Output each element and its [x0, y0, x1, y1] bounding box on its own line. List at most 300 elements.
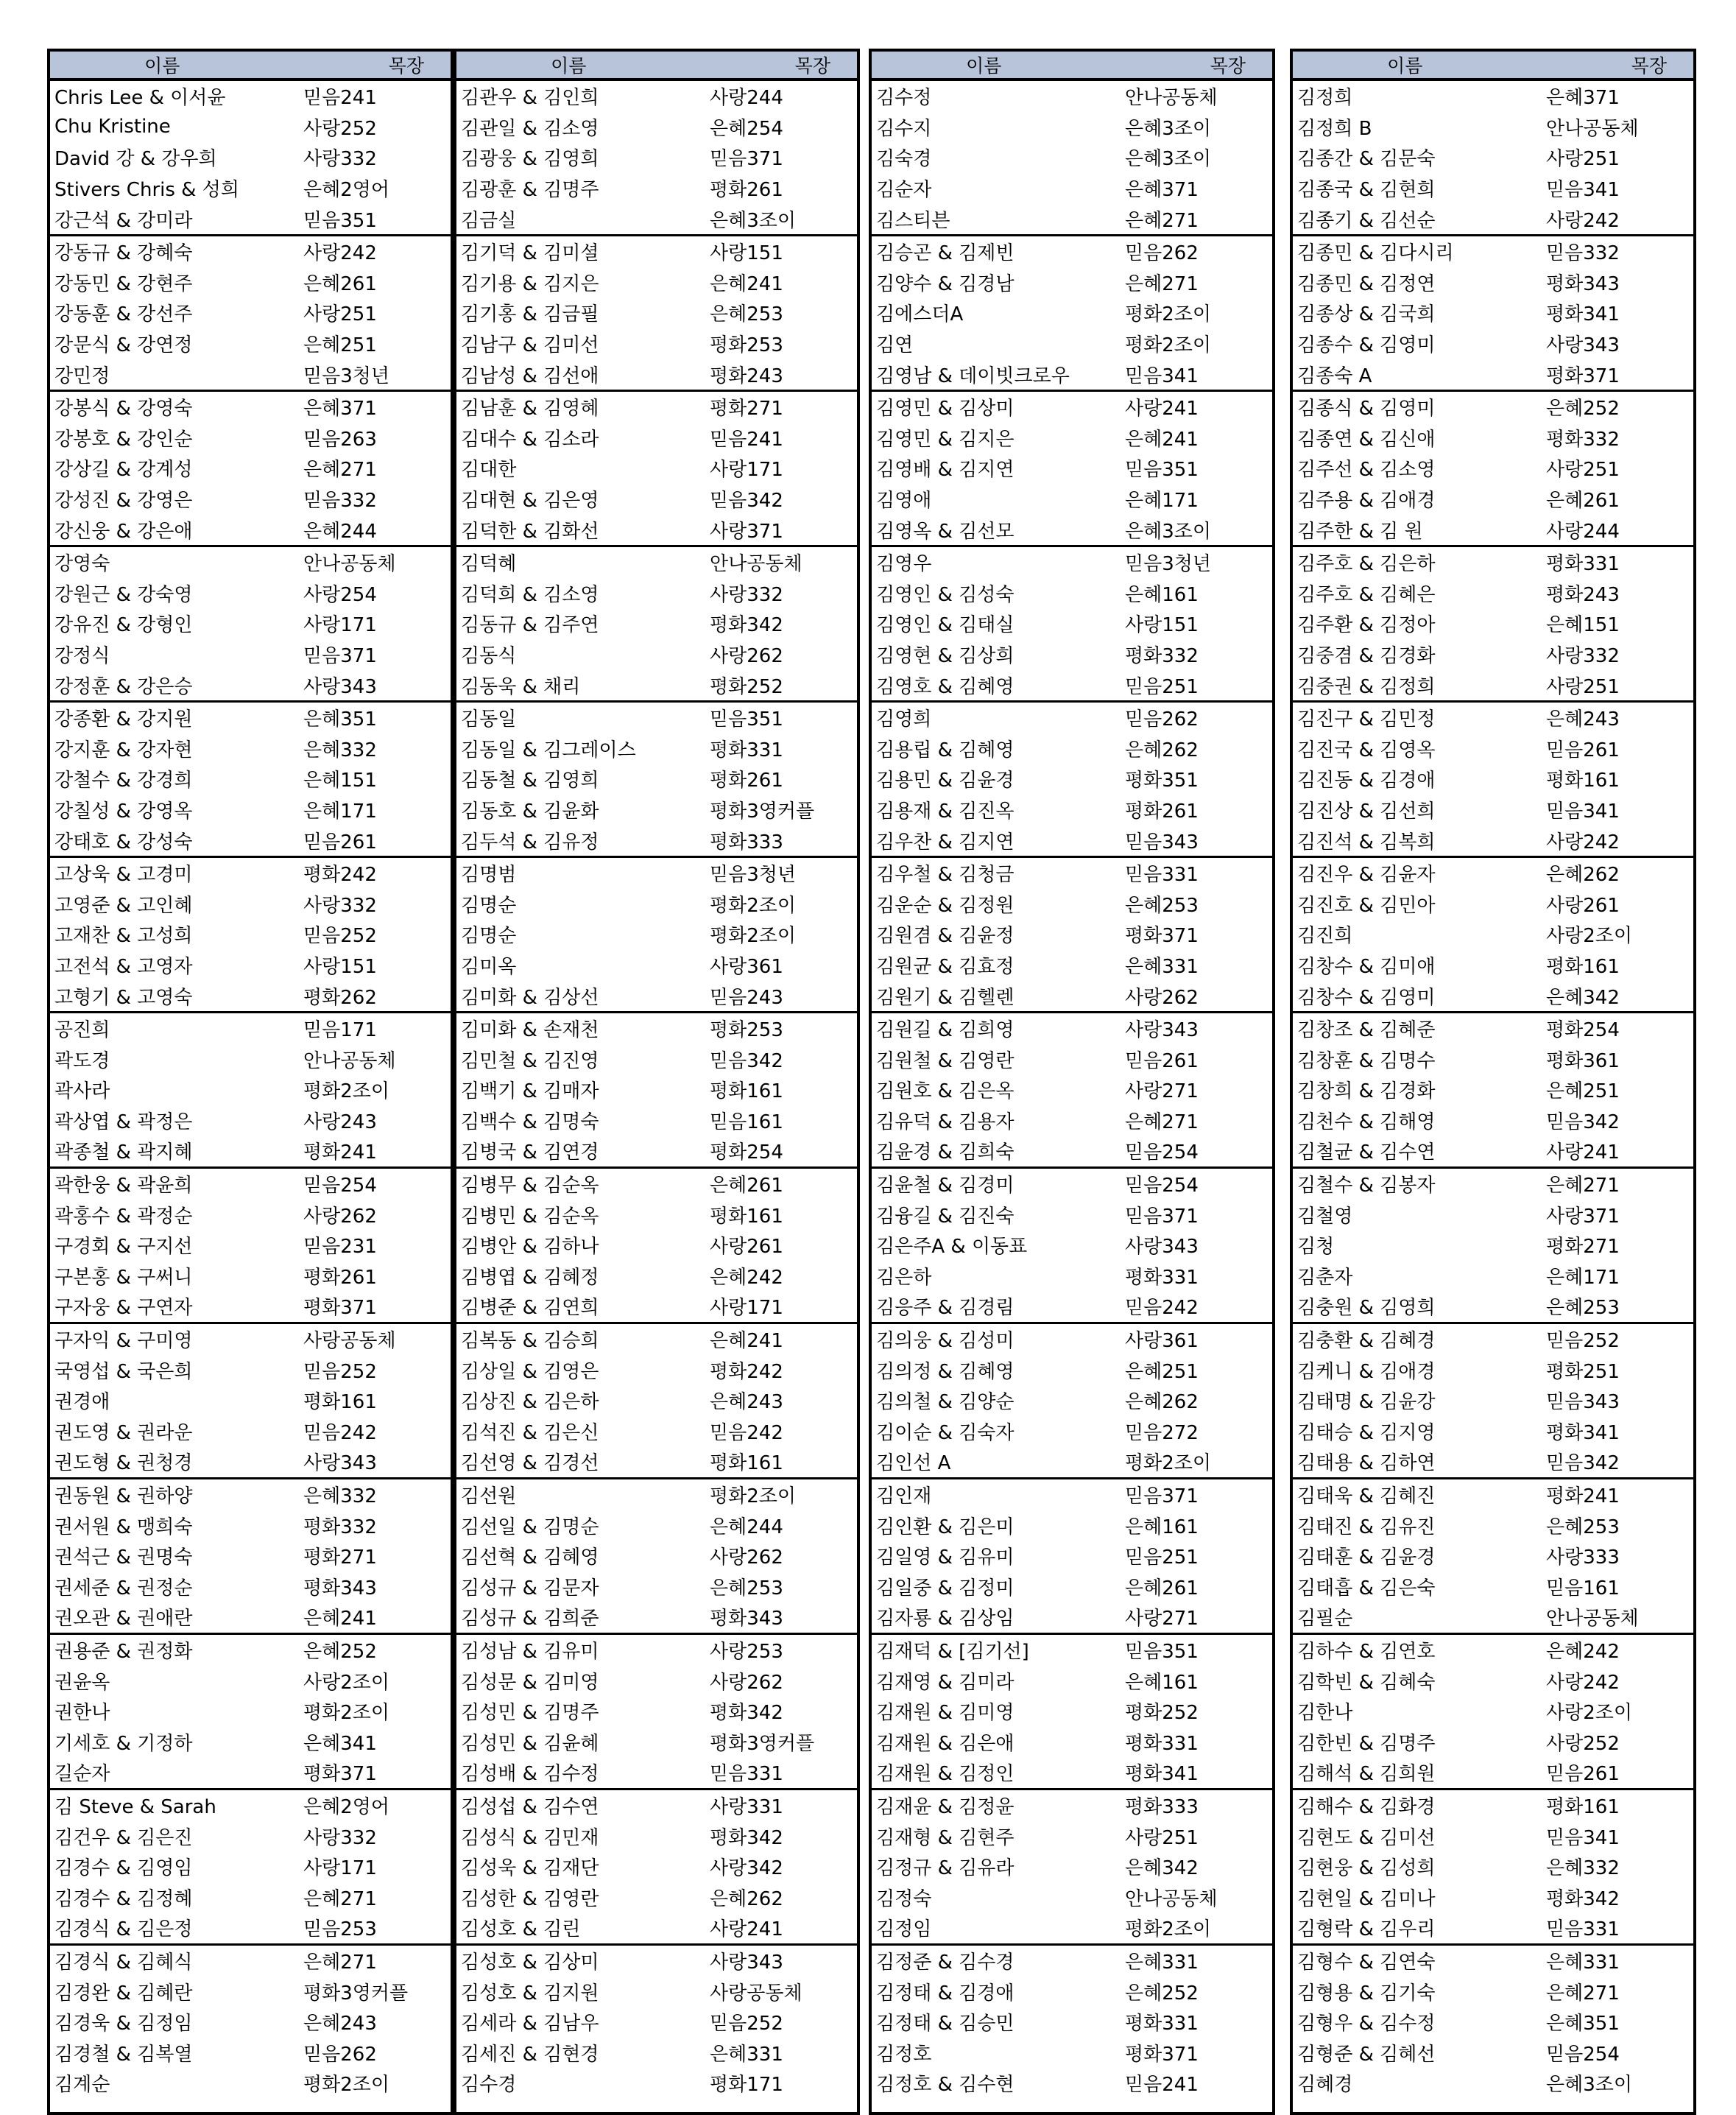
member-name: 곽상엽 & 곽정은: [54, 1111, 193, 1133]
table-row: [872, 858, 1272, 889]
mokjang-group: 사랑243: [303, 1111, 377, 1133]
table-row: [456, 1790, 857, 1821]
member-name: 공진희: [54, 1019, 110, 1042]
table-row: [50, 298, 451, 328]
table-row: [872, 1074, 1272, 1105]
member-name: 김태승 & 김지영: [1297, 1421, 1436, 1444]
table-row: [872, 1851, 1272, 1882]
mokjang-group: 은혜331: [710, 2043, 783, 2066]
mokjang-group: 사랑171: [710, 459, 783, 482]
table-row: [50, 795, 451, 826]
mokjang-group: 은혜253: [1546, 1516, 1620, 1538]
mokjang-group: 믿음3청년: [303, 365, 390, 387]
mokjang-group: 믿음242: [710, 1421, 783, 1444]
mokjang-group: 사랑251: [1546, 459, 1620, 482]
row-group: [50, 236, 451, 392]
mokjang-group: 사랑343: [1546, 334, 1620, 357]
table-row: [1293, 484, 1693, 515]
table-row: [872, 1541, 1272, 1572]
table-row: [50, 359, 451, 390]
table-row: [456, 236, 857, 267]
member-name: 강영숙: [54, 553, 110, 576]
table-row: [1293, 1013, 1693, 1044]
mokjang-group: 사랑151: [303, 955, 377, 978]
mokjang-group: 은혜271: [303, 1887, 377, 1910]
member-name: 권도형 & 권청경: [54, 1452, 193, 1475]
table-row: [1293, 1790, 1693, 1821]
member-name: 김재형 & 김현주: [876, 1826, 1015, 1849]
header-group-label: 목장: [1631, 55, 1667, 77]
table-row: [50, 1726, 451, 1757]
mokjang-group: 믿음261: [303, 831, 377, 854]
member-name: 권윤옥: [54, 1671, 110, 1694]
row-group: [50, 1479, 451, 1635]
table-row: [456, 1820, 857, 1851]
mokjang-group: 평화254: [1546, 1019, 1620, 1042]
member-name: 김창조 & 김혜준: [1297, 1019, 1436, 1042]
row-group: [456, 703, 857, 858]
table-row: [456, 2037, 857, 2068]
member-name: 김영민 & 김상미: [876, 398, 1015, 420]
table-row: [50, 733, 451, 764]
mokjang-group: 평화161: [1546, 1795, 1620, 1818]
member-name: 고상욱 & 고경미: [54, 864, 193, 887]
member-name: 김재원 & 김정인: [876, 1763, 1015, 1786]
mokjang-group: 은혜253: [1125, 894, 1199, 917]
mokjang-group: 평화2조이: [303, 1702, 390, 1725]
table-row: [872, 795, 1272, 826]
member-name: 김병무 & 김순옥: [461, 1175, 599, 1197]
member-name: 김영남 & 데이빗크로우: [876, 365, 1070, 387]
table-row: [1293, 733, 1693, 764]
table-row: [50, 950, 451, 981]
mokjang-group: 믿음241: [303, 87, 377, 110]
mokjang-group: 믿음261: [1546, 739, 1620, 761]
member-name: 김주호 & 김은하: [1297, 553, 1436, 576]
mokjang-group: 평화371: [303, 1297, 377, 1320]
mokjang-group: 믿음3청년: [1125, 553, 1212, 576]
table-row: [50, 980, 451, 1011]
table-row: [1293, 1199, 1693, 1230]
mokjang-group: 사랑252: [1546, 1732, 1620, 1755]
table-row: [456, 1261, 857, 1292]
mokjang-group: 평화333: [1125, 1795, 1199, 1818]
table-row: [872, 1665, 1272, 1696]
row-group: [1293, 1324, 1693, 1479]
member-name: 김종숙 A: [1297, 365, 1372, 387]
table-row: [456, 1074, 857, 1105]
table-row: [456, 453, 857, 484]
table-row: [50, 1385, 451, 1416]
mokjang-group: 은혜244: [303, 520, 377, 543]
mokjang-group: 사랑251: [303, 303, 377, 326]
member-name: 김창희 & 김경화: [1297, 1080, 1436, 1103]
table-row: [456, 858, 857, 889]
member-name: 김형수 & 김연숙: [1297, 1951, 1436, 1974]
mokjang-group: 평화331: [1546, 553, 1620, 576]
table-row: [50, 1169, 451, 1200]
member-name: 김창훈 & 김명수: [1297, 1049, 1436, 1072]
member-name: 김원기 & 김헬렌: [876, 986, 1015, 1009]
table-row: [456, 328, 857, 359]
member-name: 김철수 & 김봉자: [1297, 1175, 1436, 1197]
table-row: [872, 1044, 1272, 1074]
table-row: [872, 298, 1272, 328]
mokjang-group: 은혜252: [1125, 1982, 1199, 2005]
mokjang-group: 믿음161: [1546, 1577, 1620, 1600]
member-name: 김대현 & 김은영: [461, 490, 599, 513]
member-name: 김병준 & 김연희: [461, 1297, 599, 1320]
mokjang-group: 은혜331: [1125, 955, 1199, 978]
table-row: [1293, 298, 1693, 328]
mokjang-group: 사랑371: [1546, 1205, 1620, 1228]
mokjang-group: 평화371: [1125, 925, 1199, 948]
member-name: 김경완 & 김혜란: [54, 1982, 193, 2005]
mokjang-group: 은혜2영어: [303, 1795, 390, 1818]
member-name: 김두석 & 김유정: [461, 831, 599, 854]
mokjang-group: 믿음371: [1125, 1205, 1199, 1228]
member-name: 김미옥: [461, 955, 517, 978]
table-row: [1293, 453, 1693, 484]
member-name: 김동일: [461, 708, 517, 731]
mokjang-group: 사랑343: [1125, 1236, 1199, 1259]
mokjang-group: 은혜261: [710, 1175, 783, 1197]
mokjang-group: 평화2조이: [710, 925, 797, 948]
row-group: [1293, 547, 1693, 703]
table-row: [456, 112, 857, 143]
mokjang-group: 은혜242: [710, 1266, 783, 1289]
mokjang-group: 믿음254: [1125, 1175, 1199, 1197]
member-name: 김일중 & 김정미: [876, 1577, 1015, 1600]
table-row: [872, 950, 1272, 981]
table-row: [456, 1385, 857, 1416]
table-row: [872, 547, 1272, 578]
mokjang-group: 사랑262: [710, 1671, 783, 1694]
row-group: [872, 1790, 1272, 1946]
table-row: [872, 733, 1272, 764]
member-name: 국영섭 & 국은희: [54, 1360, 193, 1383]
mokjang-group: 은혜332: [303, 739, 377, 761]
table-row: [456, 1946, 857, 1977]
table-row: [50, 1074, 451, 1105]
member-name: 김석진 & 김은신: [461, 1421, 599, 1444]
member-name: 김진우 & 김윤자: [1297, 864, 1436, 887]
table-row: [50, 1324, 451, 1355]
table-row: [872, 1385, 1272, 1416]
table-row: [50, 1757, 451, 1788]
member-name: 김미화 & 김상선: [461, 986, 599, 1009]
table-row: [50, 1602, 451, 1633]
mokjang-group: 사랑332: [1546, 644, 1620, 667]
column-header: [1293, 52, 1693, 81]
mokjang-group: 은혜351: [303, 708, 377, 731]
mokjang-group: 사랑332: [710, 583, 783, 606]
table-row: [50, 1882, 451, 1912]
mokjang-group: 사랑262: [303, 1205, 377, 1228]
mokjang-group: 은혜341: [303, 1732, 377, 1755]
mokjang-group: 믿음332: [1546, 242, 1620, 265]
table-row: [1293, 203, 1693, 234]
member-name: 김상일 & 김영은: [461, 1360, 599, 1383]
table-row: [1293, 608, 1693, 639]
table-row: [456, 1230, 857, 1261]
table-row: [50, 392, 451, 423]
member-name: 김필순: [1297, 1608, 1353, 1630]
mokjang-group: 사랑공동체: [710, 1982, 802, 2005]
table-row: [456, 1882, 857, 1912]
mokjang-group: 평화332: [303, 1516, 377, 1538]
row-group: [50, 1324, 451, 1479]
mokjang-group: 안나공동체: [710, 553, 802, 576]
member-name: 권용준 & 권정화: [54, 1640, 193, 1663]
row-group: [456, 1946, 857, 2099]
table-row: [456, 2007, 857, 2038]
mokjang-group: 평화271: [710, 398, 783, 420]
mokjang-group: 평화2조이: [303, 1080, 390, 1103]
mokjang-group: 믿음262: [1125, 242, 1199, 265]
mokjang-group: 사랑262: [710, 644, 783, 667]
member-name: 김응주 & 김경림: [876, 1297, 1015, 1320]
member-name: 김형락 & 김우리: [1297, 1918, 1436, 1941]
table-row: [1293, 578, 1693, 609]
table-row: [1293, 1851, 1693, 1882]
mokjang-group: 은혜371: [303, 398, 377, 420]
mokjang-group: 은혜241: [1125, 428, 1199, 451]
table-row: [456, 1912, 857, 1943]
mokjang-group: 사랑332: [303, 894, 377, 917]
row-group: [50, 547, 451, 703]
mokjang-group: 사랑361: [1125, 1330, 1199, 1353]
table-row: [1293, 1169, 1693, 1200]
mokjang-group: 믿음262: [1125, 708, 1199, 731]
mokjang-group: 믿음243: [710, 986, 783, 1009]
row-group: [1293, 1790, 1693, 1946]
member-name: 김하수 & 김연호: [1297, 1640, 1436, 1663]
member-name: 김일영 & 김유미: [876, 1546, 1015, 1569]
member-name: 김태진 & 김유진: [1297, 1516, 1436, 1538]
mokjang-group: 은혜253: [1546, 1297, 1620, 1320]
mokjang-group: 은혜171: [1546, 1266, 1620, 1289]
table-row: [456, 81, 857, 112]
table-row: [50, 1416, 451, 1447]
row-group: [456, 547, 857, 703]
table-row: [1293, 1324, 1693, 1355]
row-group: [872, 858, 1272, 1013]
table-row: [456, 1726, 857, 1757]
table-row: [50, 1199, 451, 1230]
mokjang-group: 평화243: [1546, 583, 1620, 606]
member-name: 김경식 & 김은정: [54, 1918, 193, 1941]
mokjang-group: 믿음261: [1125, 1049, 1199, 1072]
member-name: 김의웅 & 김성미: [876, 1330, 1015, 1353]
table-row: [1293, 1291, 1693, 1322]
member-name: 김원균 & 김효정: [876, 955, 1015, 978]
mokjang-group: 은혜243: [1546, 708, 1620, 731]
member-name: 김원호 & 김은옥: [876, 1080, 1015, 1103]
mokjang-group: 믿음242: [1125, 1297, 1199, 1320]
mokjang-group: 은혜171: [303, 800, 377, 823]
row-group: [456, 858, 857, 1013]
mokjang-group: 믿음351: [1125, 1640, 1199, 1663]
table-row: [50, 669, 451, 700]
mokjang-group: 믿음343: [1125, 831, 1199, 854]
mokjang-group: 평화3영커플: [710, 800, 815, 823]
member-name: 김영우: [876, 553, 932, 576]
row-group: [1293, 1169, 1693, 1324]
mokjang-group: 사랑343: [303, 675, 377, 698]
member-name: 김선혁 & 김혜영: [461, 1546, 599, 1569]
mokjang-group: 은혜262: [1125, 739, 1199, 761]
table-row: [50, 1912, 451, 1943]
table-row: [50, 1976, 451, 2007]
member-name: 김스티븐: [876, 209, 950, 232]
mokjang-group: 은혜262: [1125, 1391, 1199, 1414]
member-name: 김해수 & 김화경: [1297, 1795, 1436, 1818]
member-name: 김정호 & 김수현: [876, 2074, 1015, 2097]
mokjang-group: 평화161: [1546, 955, 1620, 978]
member-name: 강동민 & 강현주: [54, 272, 193, 295]
member-name: 강유진 & 강형인: [54, 614, 193, 637]
member-name: 강상길 & 강계성: [54, 459, 193, 482]
mokjang-group: 믿음254: [1546, 2043, 1620, 2066]
member-name: 김금실: [461, 209, 517, 232]
mokjang-group: 믿음342: [710, 490, 783, 513]
mokjang-group: 은혜271: [1546, 1175, 1620, 1197]
table-row: [456, 173, 857, 204]
member-name: 김병안 & 김하나: [461, 1236, 599, 1259]
roster-column-1: [47, 49, 454, 2115]
header-name-label: 이름: [966, 55, 1002, 77]
mokjang-group: 사랑261: [710, 1236, 783, 1259]
mokjang-group: 은혜252: [303, 1640, 377, 1663]
mokjang-group: 믿음252: [303, 1360, 377, 1383]
member-name: 김성배 & 김수정: [461, 1763, 599, 1786]
member-name: 곽홍수 & 곽정순: [54, 1205, 193, 1228]
mokjang-group: 평화342: [710, 1702, 783, 1725]
table-row: [50, 703, 451, 733]
mokjang-group: 평화331: [1125, 2013, 1199, 2035]
table-row: [456, 1479, 857, 1510]
member-name: 김수지: [876, 117, 932, 140]
member-name: 김진희: [1297, 925, 1353, 948]
mokjang-group: 사랑371: [710, 520, 783, 543]
mokjang-group: 사랑2조이: [1546, 925, 1633, 948]
table-row: [1293, 2037, 1693, 2068]
table-row: [456, 980, 857, 1011]
mokjang-group: 은혜351: [1546, 2013, 1620, 2035]
table-row: [50, 1446, 451, 1477]
table-row: [50, 639, 451, 670]
table-row: [1293, 267, 1693, 298]
member-name: 김정숙: [876, 1887, 932, 1910]
mokjang-group: 믿음254: [303, 1175, 377, 1197]
mokjang-group: 믿음331: [710, 1763, 783, 1786]
member-name: 김종민 & 김다시리: [1297, 242, 1454, 265]
member-name: 고영준 & 고인혜: [54, 894, 193, 917]
table-row: [50, 1820, 451, 1851]
mokjang-group: 은혜271: [1125, 272, 1199, 295]
mokjang-group: 은혜2영어: [303, 179, 390, 202]
row-group: [1293, 1013, 1693, 1169]
member-name: 김우찬 & 김지연: [876, 831, 1015, 854]
row-group: [456, 1013, 857, 1169]
mokjang-group: 믿음241: [1125, 2074, 1199, 2097]
member-name: 김성호 & 김상미: [461, 1951, 599, 1974]
table-row: [50, 888, 451, 919]
row-group: [456, 1169, 857, 1324]
table-row: [1293, 392, 1693, 423]
member-name: 김성욱 & 김재단: [461, 1857, 599, 1880]
table-row: [1293, 236, 1693, 267]
table-row: [872, 578, 1272, 609]
table-row: [50, 112, 451, 143]
mokjang-group: 믿음332: [303, 490, 377, 513]
roster-sheet: [47, 49, 1696, 2115]
mokjang-group: 믿음342: [710, 1049, 783, 1072]
table-row: [1293, 669, 1693, 700]
mokjang-group: 은혜262: [710, 1887, 783, 1910]
table-row: [872, 1013, 1272, 1044]
mokjang-group: 사랑254: [303, 583, 377, 606]
table-row: [50, 1665, 451, 1696]
member-name: 강종환 & 강지원: [54, 708, 193, 731]
mokjang-group: 믿음351: [1125, 459, 1199, 482]
member-name: 김기홍 & 김금필: [461, 303, 599, 326]
member-name: 김현웅 & 김성희: [1297, 1857, 1436, 1880]
table-row: [872, 236, 1272, 267]
table-row: [50, 81, 451, 112]
row-group: [50, 703, 451, 858]
member-name: 김종간 & 김문숙: [1297, 148, 1436, 171]
member-name: 김선원: [461, 1485, 517, 1508]
roster-column-3: [869, 49, 1275, 2115]
row-group: [456, 1479, 857, 1635]
table-row: [456, 1757, 857, 1788]
member-name: 길순자: [54, 1763, 110, 1786]
member-name: 김영호 & 김혜영: [876, 675, 1015, 698]
row-group: [1293, 1635, 1693, 1790]
mokjang-group: 평화371: [303, 1763, 377, 1786]
member-name: 김재원 & 김은애: [876, 1732, 1015, 1755]
table-row: [50, 236, 451, 267]
table-row: [872, 1696, 1272, 1727]
mokjang-group: 은혜331: [1125, 1951, 1199, 1974]
roster-column-4: [1290, 49, 1696, 2115]
member-name: 김종민 & 김정연: [1297, 272, 1436, 295]
table-row: [50, 1136, 451, 1166]
mokjang-group: 믿음331: [1125, 864, 1199, 887]
member-name: 김명순: [461, 925, 517, 948]
table-row: [1293, 359, 1693, 390]
member-name: 김재영 & 김미라: [876, 1671, 1015, 1694]
member-name: 김주호 & 김혜은: [1297, 583, 1436, 606]
member-name: 권경애: [54, 1391, 110, 1414]
row-group: [456, 81, 857, 236]
member-name: 김혜경: [1297, 2074, 1353, 2097]
table-row: [456, 888, 857, 919]
table-row: [456, 1416, 857, 1447]
mokjang-group: 평화2조이: [710, 1485, 797, 1508]
member-name: David 강 & 강우희: [54, 148, 217, 171]
mokjang-group: 평화253: [710, 334, 783, 357]
table-row: [50, 608, 451, 639]
member-name: 김경욱 & 김정임: [54, 2013, 193, 2035]
table-row: [1293, 1946, 1693, 1977]
member-name: 김경수 & 김정혜: [54, 1887, 193, 1910]
mokjang-group: 평화251: [1546, 1360, 1620, 1383]
mokjang-group: 사랑251: [1546, 148, 1620, 171]
row-group: [872, 1013, 1272, 1169]
